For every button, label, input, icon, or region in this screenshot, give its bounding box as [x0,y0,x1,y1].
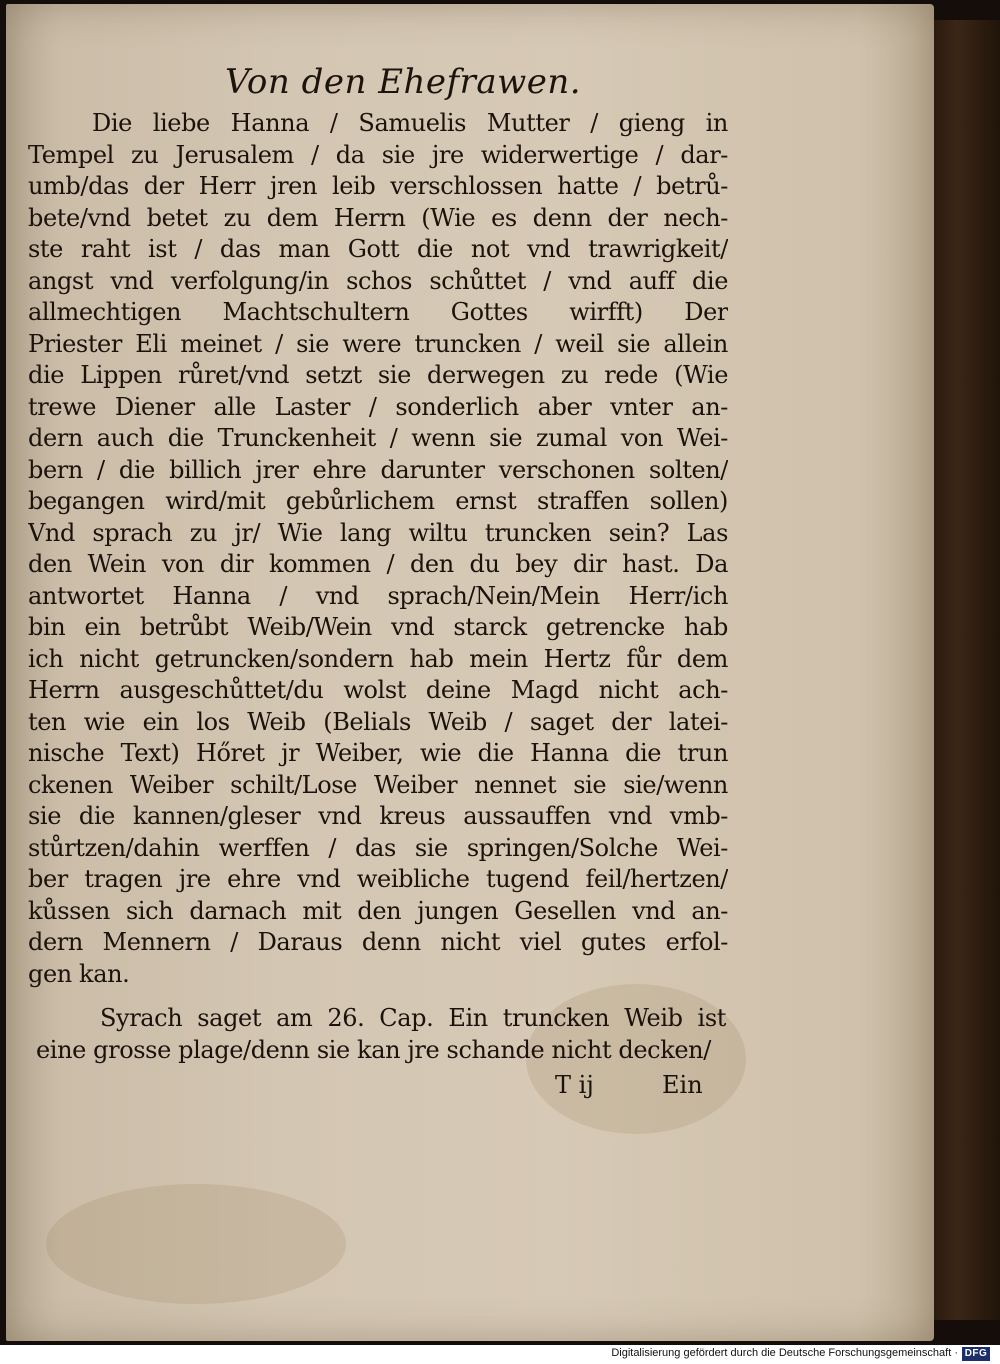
text-line: bin ein betrůbt Weib/Wein vnd starck getrencke hab [28,613,728,641]
text-line: kůssen sich darnach mit den jungen Gesellen vnd an- [28,896,728,925]
text-line: stůrtzen/dahin werffen / das sie springen/Solche Wei- [28,833,728,862]
text-line: trewe Diener alle Laster / sonderlich aber vnter an- [28,392,728,421]
text-line: dern auch die Trunckenheit / wenn sie zumal von Wei- [28,424,728,452]
text-line: allmechtigen Machtschultern Gottes wirfft) Der [28,298,728,326]
paragraph-1 [28,108,728,990]
text-line: Die liebe Hanna / Samuelis Mutter / gieng in [92,109,728,137]
text-line: ten wie ein los Weib (Belials Weib / saget der latei- [28,707,728,736]
text-line: antwortet Hanna / vnd sprach/Nein/Mein Herr/ich [28,581,728,610]
text-line: umb/das der Herr jren leib verschlossen hatte / betrů- [28,172,728,200]
running-head: Von den Ehefrawen. [225,62,582,102]
text-line: Herrn ausgeschůttet/du wolst deine Magd nicht ach- [28,676,728,704]
text-line: Priester Eli meinet / sie were truncken / weil sie allein [28,329,728,358]
text-line: Syrach saget am 26. Cap. Ein truncken Weib ist [100,1004,726,1032]
text-line: eine grosse plage/denn sie kan jre schande nicht decken/ [36,1035,711,1064]
text-line: die Lippen růret/vnd setzt sie derwegen zu rede (Wie [28,361,728,389]
paragraph-2 [36,1003,726,1066]
text-line: nische Text) Hőret jr Weiber, wie die Hanna die trun [28,739,728,767]
paper-stain [46,1184,346,1304]
text-line: dern Mennern / Daraus denn nicht viel gutes erfol- [28,928,728,956]
page-edge [934,20,1000,1320]
text-line: bete/vnd betet zu dem Herrn (Wie es denn der nech- [28,203,728,232]
dfg-logo: DFG [962,1347,990,1361]
signature-mark: T ij [555,1071,594,1099]
text-line: ich nicht getruncken/sondern hab mein Hertz fůr dem [28,644,728,673]
text-line: ckenen Weiber schilt/Lose Weiber nennet sie sie/wenn [28,770,728,799]
text-line: angst vnd verfolgung/in schos schůttet / vnd auff die [28,266,728,295]
footer-bar [0,1345,1000,1364]
text-line: gen kan. [28,959,130,988]
catchword: Ein [662,1071,703,1099]
text-line: Vnd sprach zu jr/ Wie lang wiltu truncken sein? Las [28,518,728,547]
funding-notice: Digitalisierung gefördert durch die Deutsche Forschungsgemeinschaft · [611,1347,958,1359]
text-line: bern / die billich jrer ehre darunter verschonen solten/ [28,455,728,484]
text-line: sie die kannen/gleser vnd kreus aussauffen vnd vmb- [28,802,728,830]
text-line: Tempel zu Jerusalem / da sie jre widerwertige / dar- [28,140,728,169]
text-line: den Wein von dir kommen / den du bey dir hast. Da [28,550,728,578]
text-line: ste raht ist / das man Gott die not vnd trawrigkeit/ [28,235,728,263]
text-line: ber tragen jre ehre vnd weibliche tugend feil/hertzen/ [28,865,728,893]
text-line: begangen wird/mit gebůrlichem ernst straffen sollen) [28,487,728,515]
